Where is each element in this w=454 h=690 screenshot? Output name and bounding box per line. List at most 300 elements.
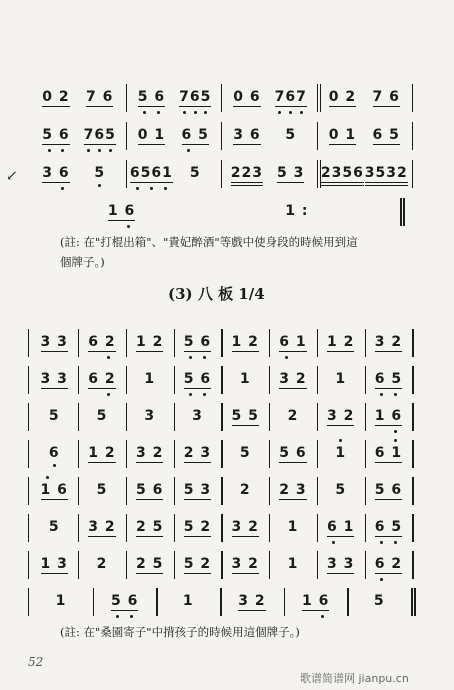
score-row [0, 471, 454, 511]
barline [221, 366, 222, 394]
note-group: 2 5 [136, 519, 164, 535]
note-group: 5 6 [110, 593, 139, 609]
octave-dot-high [394, 439, 397, 442]
beam-underline [238, 610, 265, 611]
octave-dot-low [204, 111, 207, 114]
barline [317, 440, 318, 468]
beam-underline [302, 610, 329, 611]
barline [269, 551, 270, 579]
octave-dot-low [87, 149, 90, 152]
double-barline [317, 84, 318, 112]
barline [28, 588, 29, 616]
beam-underline [41, 351, 68, 352]
barline [221, 84, 222, 112]
note-group: 6 5 [181, 127, 209, 143]
barline [126, 122, 127, 150]
octave-dot-low [61, 149, 64, 152]
note-group: 5 3 [277, 165, 305, 181]
beam-underline [88, 536, 115, 537]
barline [78, 477, 79, 505]
octave-dot-low [164, 187, 167, 190]
octave-dot-low [98, 149, 101, 152]
watermark: 歌谱简谱网 jianpu.cn [300, 672, 409, 685]
note-group: 5 [373, 593, 385, 609]
barline [365, 514, 366, 542]
note-group: 5 [96, 408, 108, 424]
note-group: 1 [335, 371, 347, 387]
note-group: 3 3 [40, 371, 68, 387]
beam-underline [277, 182, 304, 183]
barline [174, 366, 175, 394]
note-group: 0 1 [328, 127, 357, 143]
beam-underline [231, 182, 263, 183]
barline [365, 403, 366, 431]
note-group: 3 2 [279, 371, 307, 387]
beam-underline [232, 425, 259, 426]
octave-dot-low [143, 111, 146, 114]
beam-underline [375, 425, 402, 426]
barline [269, 477, 270, 505]
note-group: 5 [94, 165, 106, 181]
beam-underline [365, 185, 408, 186]
beam-underline [86, 106, 113, 107]
barline [317, 514, 318, 542]
footnote-top-line-2: 個牌子。) [60, 255, 105, 269]
beam-underline [232, 351, 259, 352]
note-group: 6 5 [372, 127, 400, 143]
octave-dot-low [107, 356, 110, 359]
note-group: 5 [239, 445, 251, 461]
note-group: 3 2 [374, 334, 403, 350]
barline [126, 160, 127, 188]
score-row [0, 582, 454, 622]
double-barline [411, 588, 412, 616]
note-group: 1 6 [40, 482, 68, 498]
note-group: 1 2 [327, 334, 355, 350]
barline [28, 477, 29, 505]
note-group: 3 [192, 408, 203, 424]
barline [412, 477, 413, 505]
note-group: 5 6 [136, 482, 164, 498]
barline [269, 403, 270, 431]
note-group: 1 6 [374, 408, 403, 424]
note-group: 0 6 [233, 89, 261, 105]
note-group: 3 2 [88, 519, 116, 535]
barline [156, 588, 157, 616]
beam-underline [41, 499, 68, 500]
note-group: 5 6 [374, 482, 403, 498]
note-group: 7 6 [372, 89, 400, 105]
octave-dot-low [394, 393, 397, 396]
octave-dot-low [189, 393, 192, 396]
note-group: 1 [144, 371, 156, 387]
note-group: 2 [96, 556, 108, 572]
note-group: 1 2 [231, 334, 259, 350]
barline [28, 366, 29, 394]
barline [365, 551, 366, 579]
beam-underline [375, 499, 402, 500]
note-group: 765 [179, 89, 212, 105]
score-row [0, 323, 454, 363]
barline [174, 329, 175, 357]
note-group: 5 6 [183, 371, 212, 387]
beam-underline [321, 182, 364, 183]
beam-underline [375, 536, 402, 537]
barline [126, 329, 127, 357]
beam-underline [88, 388, 115, 389]
barline [174, 477, 175, 505]
note-group: 223 [230, 165, 264, 181]
beam-underline [365, 182, 408, 183]
octave-dot-low [136, 187, 139, 190]
barline [126, 440, 127, 468]
beam-underline [136, 573, 163, 574]
beam-underline [88, 351, 115, 352]
barline [221, 477, 222, 505]
beam-underline [182, 144, 209, 145]
beam-underline [130, 182, 173, 183]
note-group: 1 : [285, 203, 309, 219]
page-number: 52 [28, 655, 44, 669]
note-group: 3 6 [42, 165, 70, 181]
beam-underline [42, 182, 69, 183]
barline [412, 160, 413, 188]
beam-underline [375, 462, 402, 463]
margin-mark: ↙ [6, 168, 18, 184]
barline [221, 514, 222, 542]
beam-underline [184, 462, 211, 463]
barline [221, 403, 222, 431]
score-row [0, 508, 454, 548]
beam-underline [373, 106, 400, 107]
barline [126, 84, 127, 112]
barline [78, 551, 79, 579]
barline [221, 160, 222, 188]
score-row [0, 116, 454, 156]
note-group: 3 2 [238, 593, 266, 609]
note-group: 5 [48, 408, 60, 424]
barline [93, 588, 94, 616]
octave-dot-low [107, 393, 110, 396]
beam-underline [136, 462, 163, 463]
note-group: 6 1 [279, 334, 307, 350]
beam-underline [184, 351, 211, 352]
note-group: 5 [285, 127, 297, 143]
barline [365, 329, 366, 357]
note-group: 3 2 [136, 445, 164, 461]
beam-underline [327, 573, 354, 574]
beam-underline [231, 185, 263, 186]
barline [28, 329, 29, 357]
barline [28, 551, 29, 579]
octave-dot-low [194, 111, 197, 114]
octave-dot-low [380, 393, 383, 396]
note-group: 2356 [320, 165, 364, 181]
barline [126, 514, 127, 542]
double-barline [320, 84, 321, 112]
barline [174, 440, 175, 468]
note-group: 5 [189, 165, 201, 181]
octave-dot-low [300, 111, 303, 114]
beam-underline [327, 425, 354, 426]
barline [412, 122, 413, 150]
score-row [0, 154, 454, 194]
barline [412, 403, 413, 431]
beam-underline [138, 106, 165, 107]
note-group: 5 2 [183, 519, 212, 535]
barline [221, 440, 222, 468]
double-barline [317, 160, 318, 188]
barline [317, 366, 318, 394]
barline [220, 588, 221, 616]
score-row [0, 434, 454, 474]
octave-dot-low [203, 356, 206, 359]
barline [365, 477, 366, 505]
beam-underline [42, 106, 69, 107]
note-group: 1 [335, 445, 347, 461]
beam-underline [327, 536, 354, 537]
double-barline [414, 588, 415, 616]
beam-underline [41, 388, 68, 389]
note-group: 3 3 [40, 334, 68, 350]
barline [78, 403, 79, 431]
octave-dot-low [98, 184, 101, 187]
barline [174, 551, 175, 579]
barline [412, 84, 413, 112]
barline [221, 122, 222, 150]
octave-dot-low [157, 111, 160, 114]
barline [412, 440, 413, 468]
score-row [0, 360, 454, 400]
octave-dot-low [116, 615, 119, 618]
note-group: 5 [96, 482, 108, 498]
barline [412, 366, 413, 394]
beam-underline [41, 573, 68, 574]
octave-dot-low [380, 578, 383, 581]
beam-underline [233, 106, 260, 107]
barline [126, 366, 127, 394]
barline [174, 514, 175, 542]
footnote-top-line-1: (註: 在"打棍出箱"、"貴妃醉酒"等戲中使身段的時候用到這 [60, 235, 358, 249]
note-group: 3 2 [231, 556, 259, 572]
barline [78, 440, 79, 468]
note-group: 1 2 [88, 445, 116, 461]
note-group: 6 1 [327, 519, 355, 535]
octave-dot-low [130, 615, 133, 618]
octave-dot-low [61, 187, 64, 190]
note-group: 1 [55, 593, 67, 609]
note-group: 6 2 [88, 334, 116, 350]
barline [78, 514, 79, 542]
octave-dot-low [278, 111, 281, 114]
beam-underline [329, 144, 356, 145]
beam-underline [279, 388, 306, 389]
beam-underline [375, 351, 402, 352]
note-group: 6 5 [374, 519, 403, 535]
barline [365, 366, 366, 394]
barline [126, 477, 127, 505]
note-group: 0 1 [137, 127, 166, 143]
note-group: 7 6 [86, 89, 114, 105]
octave-dot-low [127, 225, 130, 228]
note-group: 5 3 [183, 482, 212, 498]
beam-underline [136, 351, 163, 352]
note-group: 5 [48, 519, 60, 535]
note-group: 3532 [364, 165, 408, 181]
note-group: 2 [287, 408, 299, 424]
beam-underline [233, 144, 260, 145]
barline [269, 329, 270, 357]
score-row [0, 397, 454, 437]
note-group: 5 [335, 482, 347, 498]
beam-underline [279, 351, 306, 352]
beam-underline [373, 144, 400, 145]
note-group: 1 3 [40, 556, 68, 572]
beam-underline [84, 144, 116, 145]
note-group: 1 2 [136, 334, 164, 350]
barline [126, 551, 127, 579]
note-group: 1 [182, 593, 194, 609]
note-group: 6 [48, 445, 60, 461]
beam-underline [184, 573, 211, 574]
beam-underline [375, 388, 402, 389]
octave-dot-high [46, 476, 49, 479]
beam-underline [136, 499, 163, 500]
barline [126, 403, 127, 431]
beam-underline [184, 536, 211, 537]
note-group: 767 [274, 89, 307, 105]
octave-dot-low [394, 430, 397, 433]
beam-underline [42, 144, 69, 145]
note-group: 0 2 [42, 89, 70, 105]
footnote-bottom: (註: 在"桑園寄子"中揹孩子的時候用這個牌子。) [60, 625, 300, 639]
barline [412, 514, 413, 542]
beam-underline [88, 462, 115, 463]
note-group: 765 [83, 127, 116, 143]
beam-underline [184, 388, 211, 389]
octave-dot-high [339, 439, 342, 442]
beam-underline [136, 536, 163, 537]
octave-dot-low [203, 393, 206, 396]
note-group: 3 2 [231, 519, 259, 535]
note-group: 5 6 [183, 334, 212, 350]
octave-dot-low [109, 149, 112, 152]
octave-dot-low [48, 149, 51, 152]
note-group: 2 3 [183, 445, 212, 461]
note-group: 3 [144, 408, 156, 424]
beam-underline [275, 106, 307, 107]
beam-underline [232, 573, 259, 574]
note-group: 2 5 [136, 556, 164, 572]
note-group: 3 3 [327, 556, 355, 572]
octave-dot-low [189, 356, 192, 359]
note-group: 1 [287, 519, 299, 535]
beam-underline [179, 106, 211, 107]
octave-dot-low [183, 111, 186, 114]
note-group: 1 [239, 371, 251, 387]
double-barline [403, 198, 404, 226]
octave-dot-low [285, 356, 288, 359]
note-group: 6561 [129, 165, 173, 181]
barline [221, 551, 222, 579]
beam-underline [138, 144, 165, 145]
barline [269, 514, 270, 542]
barline [269, 440, 270, 468]
barline [28, 440, 29, 468]
barline [317, 403, 318, 431]
octave-dot-low [332, 541, 335, 544]
beam-underline [279, 462, 306, 463]
barline [412, 329, 413, 357]
barline [28, 403, 29, 431]
note-group: 3 2 [327, 408, 355, 424]
score-row [0, 545, 454, 585]
note-group: 5 2 [183, 556, 212, 572]
note-group: 6 2 [374, 556, 403, 572]
barline [365, 440, 366, 468]
note-group: 1 6 [301, 593, 330, 609]
note-group: 5 5 [231, 408, 259, 424]
barline [28, 514, 29, 542]
double-barline [400, 198, 401, 226]
beam-underline [184, 499, 211, 500]
octave-dot-low [187, 149, 190, 152]
octave-dot-low [394, 541, 397, 544]
barline [347, 588, 348, 616]
note-group: 6 5 [374, 371, 403, 387]
note-group: 2 3 [279, 482, 307, 498]
beam-underline [279, 499, 306, 500]
beam-underline [329, 106, 356, 107]
note-group: 3 6 [233, 127, 261, 143]
octave-dot-low [150, 187, 153, 190]
note-group: 6 2 [88, 371, 116, 387]
barline [412, 551, 413, 579]
score-row [0, 78, 454, 118]
beam-underline [321, 185, 364, 186]
barline [78, 329, 79, 357]
barline [317, 551, 318, 579]
barline [78, 366, 79, 394]
beam-underline [108, 220, 135, 221]
barline [317, 477, 318, 505]
note-group: 5 6 [279, 445, 307, 461]
note-group: 6 1 [374, 445, 403, 461]
section-title: (3) 八 板 1/4 [168, 285, 265, 303]
note-group: 2 [239, 482, 251, 498]
beam-underline [327, 351, 354, 352]
octave-dot-low [53, 464, 56, 467]
octave-dot-low [380, 541, 383, 544]
barline [269, 366, 270, 394]
beam-underline [232, 536, 259, 537]
octave-dot-low [289, 111, 292, 114]
octave-dot-low [321, 615, 324, 618]
note-group: 1 6 [107, 203, 136, 219]
note-group: 0 2 [328, 89, 357, 105]
beam-underline [375, 573, 402, 574]
barline [317, 329, 318, 357]
note-group: 5 6 [42, 127, 70, 143]
barline [174, 403, 175, 431]
barline [317, 122, 318, 150]
barline [221, 329, 222, 357]
beam-underline [111, 610, 138, 611]
barline [284, 588, 285, 616]
note-group: 1 [287, 556, 299, 572]
score-row [0, 192, 454, 232]
note-group: 5 6 [137, 89, 166, 105]
